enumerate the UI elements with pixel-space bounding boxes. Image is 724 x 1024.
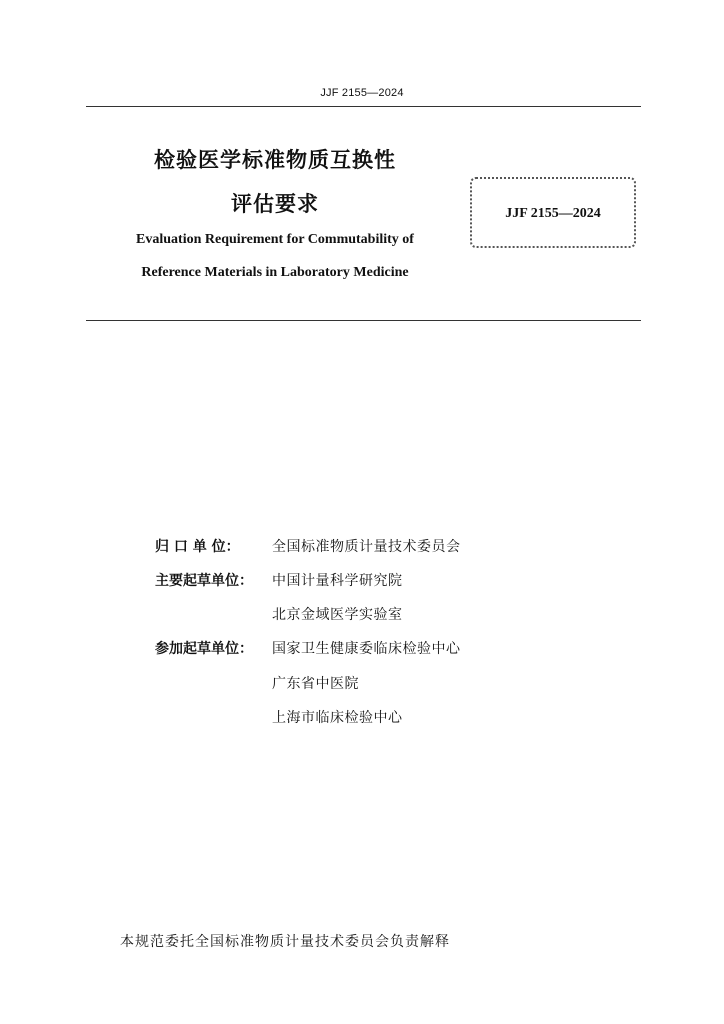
top-rule [86,106,641,107]
title-english-line-2: Reference Materials in Laboratory Medicine [141,265,409,280]
participating-drafter-item: 国家卫生健康委临床检验中心 [272,641,461,657]
code-box [470,177,636,248]
participating-drafter-item: 广东省中医院 [272,676,359,692]
header-code: JJF 2155—2024 [320,87,404,99]
responsible-unit-label: 归 口 单 位： [155,539,240,555]
main-drafters-label: 主要起草单位： [155,573,253,589]
main-drafter-item: 北京金域医学实验室 [272,607,403,623]
main-drafter-item: 中国计量科学研究院 [272,573,403,589]
code-box-text: JJF 2155—2024 [505,206,601,221]
middle-rule [86,320,641,321]
responsible-unit-value: 全国标准物质计量技术委员会 [272,539,461,555]
title-chinese-line-2: 评估要求 [231,192,319,216]
participating-drafter-item: 上海市临床检验中心 [272,710,403,726]
footer-note: 本规范委托全国标准物质计量技术委员会负责解释 [120,934,450,950]
title-english-line-1: Evaluation Requirement for Commutability of [136,232,414,247]
title-chinese-line-1: 检验医学标准物质互换性 [154,148,396,172]
participating-drafters-label: 参加起草单位： [155,641,253,657]
